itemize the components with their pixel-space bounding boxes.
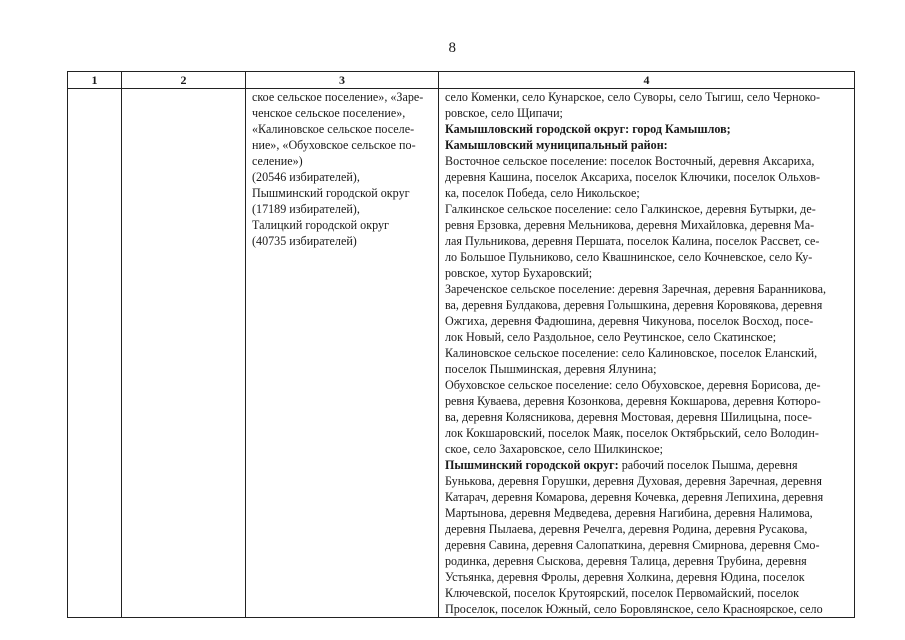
settlements-line: ревня Куваева, деревня Козонкова, деревня Кокшарова, деревня Котюро- — [445, 394, 821, 408]
settlements-line: ва, деревня Булдакова, деревня Голышкина, деревня Коровякова, деревня — [445, 298, 823, 312]
settlements-line: родинка, деревня Сыскова, деревня Талица, деревня Трубина, деревня — [445, 554, 807, 568]
settlements-line: лая Пульникова, деревня Першата, поселок Калина, поселок Рассвет, се- — [445, 234, 820, 248]
composition-line: ское сельское поселение», «Заре- — [252, 90, 424, 104]
settlements-line: Мартынова, деревня Медведева, деревня Нагибина, деревня Налимова, — [445, 506, 813, 520]
settlements-line: ва, деревня Колясникова, деревня Мостовая, деревня Шилицына, посе- — [445, 410, 812, 424]
settlements-line: ло Большое Пульниково, село Квашнинское, село Кочневское, село Ку- — [445, 250, 813, 264]
composition-line: Талицкий городской округ — [252, 218, 389, 232]
settlements-line: лок Новый, село Раздольное, село Реутинское, село Скатинское; — [445, 330, 777, 344]
composition-text — [246, 89, 438, 249]
cell-district-composition — [246, 89, 439, 618]
settlements-line: деревня Савина, деревня Салопаткина, деревня Смирнова, деревня Смо- — [445, 538, 820, 552]
table-row — [68, 89, 855, 618]
settlements-line: Проселок, поселок Южный, село Боровлянское, село Красноярское, село — [445, 602, 823, 616]
settlements-line: Пышминский городской округ: рабочий поселок Пышма, деревня — [445, 458, 798, 472]
settlements-line: Ключевской, поселок Крутоярский, поселок Первомайский, поселок — [445, 586, 800, 600]
composition-line: (17189 избирателей), — [252, 202, 360, 216]
composition-line: (20546 избирателей), — [252, 170, 360, 184]
settlements-line: Калиновское сельское поселение: село Калиновское, поселок Еланский, — [445, 346, 818, 360]
settlements-line: Восточное сельское поселение: поселок Восточный, деревня Аксариха, — [445, 154, 815, 168]
settlements-line: Катарач, деревня Комарова, деревня Кочевка, деревня Лепихина, деревня — [445, 490, 824, 504]
settlements-line: Устьянка, деревня Фролы, деревня Холкина, деревня Юдина, поселок — [445, 570, 805, 584]
settlements-line: деревня Пылаева, деревня Речелга, деревня Родина, деревня Русакова, — [445, 522, 808, 536]
settlements-line: село Коменки, село Кунарское, село Суворы, село Тыгиш, село Черноко- — [445, 90, 820, 104]
composition-line: Пышминский городской округ — [252, 186, 410, 200]
settlements-line: лок Кокшаровский, поселок Маяк, поселок Октябрьский, село Володин- — [445, 426, 819, 440]
cell-settlements-list — [439, 89, 855, 618]
settlements-line: ревня Ерзовка, деревня Мельникова, деревня Михайловка, деревня Ма- — [445, 218, 815, 232]
settlements-text — [439, 89, 854, 617]
districts-table — [67, 71, 855, 618]
settlements-line: ровское, хутор Бухаровский; — [445, 266, 593, 280]
settlements-line: поселок Пышминская, деревня Ялунина; — [445, 362, 657, 376]
page-number: 8 — [448, 40, 457, 56]
column-header-2: 2 — [122, 72, 246, 89]
settlements-line: Камышловский муниципальный район: — [445, 138, 668, 152]
settlements-line: ское, село Захаровское, село Шилкинское; — [445, 442, 663, 456]
composition-line: ченское сельское поселение», — [252, 106, 406, 120]
settlements-line: Бунькова, деревня Горушки, деревня Духовая, деревня Заречная, деревня — [445, 474, 822, 488]
column-header-4: 4 — [439, 72, 855, 89]
settlements-line: Камышловский городской округ: город Камышлов; — [445, 122, 731, 136]
settlements-line: деревня Кашина, поселок Аксариха, поселок Ключики, поселок Ольхов- — [445, 170, 820, 184]
settlements-line: ка, поселок Победа, село Никольское; — [445, 186, 640, 200]
table-header-row — [68, 72, 855, 89]
column-header-3: 3 — [246, 72, 439, 89]
settlements-line: Обуховское сельское поселение: село Обуховское, деревня Борисова, де- — [445, 378, 821, 392]
settlements-line: ровское, село Щипачи; — [445, 106, 563, 120]
settlements-line: Галкинское сельское поселение: село Галкинское, деревня Бутырки, де- — [445, 202, 816, 216]
composition-line: «Калиновское сельское поселе- — [252, 122, 415, 136]
composition-line: (40735 избирателей) — [252, 234, 357, 248]
district-heading: Пышминский городской округ: — [445, 458, 619, 472]
settlements-line: Зареченское сельское поселение: деревня Заречная, деревня Баранникова, — [445, 282, 826, 296]
cell-district-name — [122, 89, 246, 618]
column-header-1: 1 — [68, 72, 122, 89]
composition-line: ние», «Обуховское сельское по- — [252, 138, 416, 152]
settlements-line: Ожгиха, деревня Фадюшина, деревня Чикунова, поселок Восход, посе- — [445, 314, 814, 328]
composition-line: селение») — [252, 154, 303, 168]
cell-district-number — [68, 89, 122, 618]
